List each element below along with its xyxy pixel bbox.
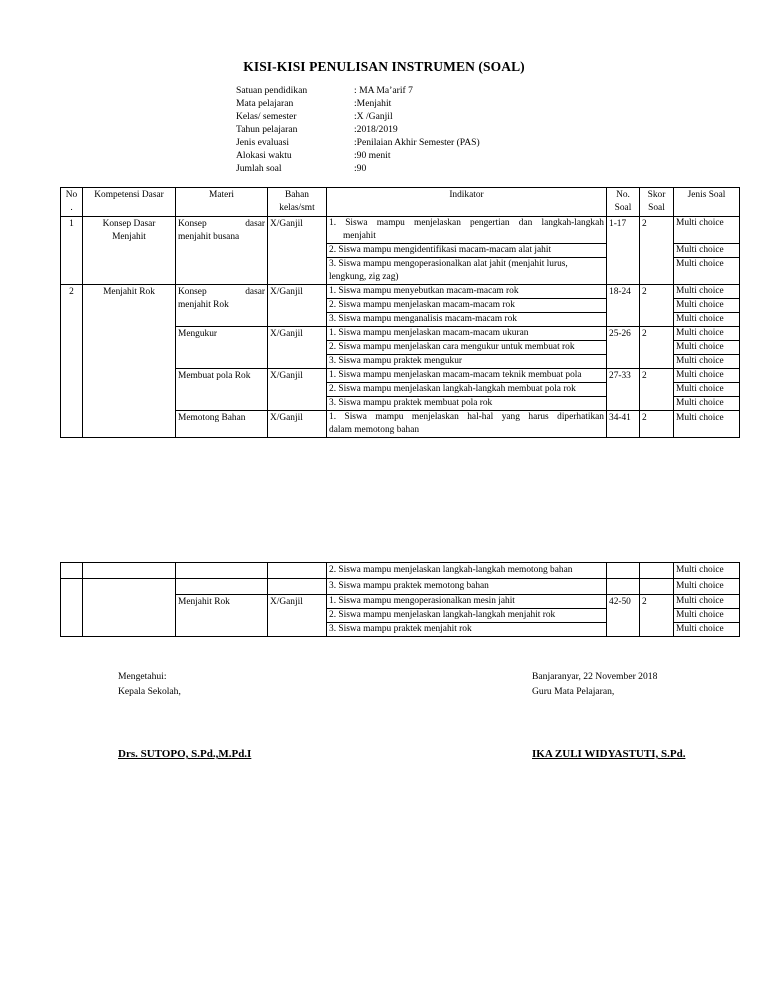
skor-cell: 2 xyxy=(640,327,674,369)
indikator-cell: 1. Siswa mampu menjelaskan macam-macam ukuran 2. Siswa mampu menjelaskan cara mengukur untuk membuat rok 3. Siswa mampu praktek mengukur xyxy=(327,327,607,369)
bahan-cell: X/Ganjil xyxy=(268,217,327,285)
jenis-cell: Multi choice Multi choice Multi choice xyxy=(674,285,740,327)
jenis-cell: Multi choice xyxy=(674,579,740,595)
info-row: Jumlah soal :90 xyxy=(236,163,367,174)
nosoal-cell: 18-24 xyxy=(607,285,640,327)
info-row: Mata pelajaran :Menjahit xyxy=(236,98,392,109)
teacher-name: IKA ZULI WIDYASTUTI, S.Pd. xyxy=(532,748,686,760)
table-row xyxy=(61,285,740,327)
skor-cell: 2 xyxy=(640,217,674,285)
signature-left: Mengetahui: Kepala Sekolah, xyxy=(118,671,181,697)
skor-cell: 2 xyxy=(640,595,674,637)
table-row xyxy=(61,217,740,285)
header-materi: Materi xyxy=(176,188,268,217)
header-kompetensi: Kompetensi Dasar xyxy=(83,188,176,217)
principal-name: Drs. SUTOPO, S.Pd.,M.Pd.I xyxy=(118,748,252,760)
header-jenis: Jenis Soal xyxy=(674,188,740,217)
table-header-row xyxy=(61,188,740,217)
nosoal-cell: 34-41 xyxy=(607,411,640,438)
materi-cell: Konsep dasar menjahit Rok xyxy=(176,285,268,327)
kisi-kisi-table xyxy=(60,187,740,438)
kompetensi-cell: Menjahit Rok xyxy=(83,285,176,438)
indikator-cell: 1. Siswa mampu menjelaskan macam-macam teknik membuat pola 2. Siswa mampu menjelaskan langkah-langkah membuat pola rok 3. Siswa mampu praktek membuat pola rok xyxy=(327,369,607,411)
materi-cell: Menjahit Rok xyxy=(176,595,268,637)
indikator-cell: 1. Siswa mampu menjelaskan hal-hal yang harus diperhatikan dalam memotong bahan xyxy=(327,411,607,438)
info-row: Kelas/ semester :X /Ganjil xyxy=(236,111,393,122)
row-no: 2 xyxy=(61,285,83,438)
header-nosoal: No. Soal xyxy=(607,188,640,217)
indikator-cell: 3. Siswa mampu praktek memotong bahan xyxy=(327,579,607,595)
jenis-cell: Multi choice Multi choice Multi choice xyxy=(674,595,740,637)
materi-cell: Memotong Bahan xyxy=(176,411,268,438)
skor-cell: 2 xyxy=(640,285,674,327)
nosoal-cell: 1-17 xyxy=(607,217,640,285)
jenis-cell: Multi choice Multi choice Multi choice xyxy=(674,217,740,285)
materi-cell: Membuat pola Rok xyxy=(176,369,268,411)
header-indikator: Indikator xyxy=(327,188,607,217)
signature-right: Banjaranyar, 22 November 2018 Guru Mata Pelajaran, xyxy=(532,671,658,697)
nosoal-cell: 42-50 xyxy=(607,595,640,637)
nosoal-cell: 25-26 xyxy=(607,327,640,369)
jenis-cell: Multi choice Multi choice Multi choice xyxy=(674,369,740,411)
table-row xyxy=(61,579,740,595)
info-row: Satuan pendidikan : MA Ma’arif 7 xyxy=(236,85,413,96)
bahan-cell: X/Ganjil xyxy=(268,595,327,637)
header-no: No . xyxy=(61,188,83,217)
materi-cell: Mengukur xyxy=(176,327,268,369)
bahan-cell: X/Ganjil xyxy=(268,369,327,411)
row-no: 1 xyxy=(61,217,83,285)
kompetensi-cell: Konsep Dasar Menjahit xyxy=(83,217,176,285)
identity-block xyxy=(236,84,480,175)
indikator-cell: 1. Siswa mampu mengoperasionalkan mesin jahit 2. Siswa mampu menjelaskan langkah-langkah menjahit rok 3. Siswa mampu praktek menjahit rok xyxy=(327,595,607,637)
materi-cell: Konsep dasar menjahit busana xyxy=(176,217,268,285)
info-row: Tahun pelajaran :2018/2019 xyxy=(236,124,398,135)
table-row xyxy=(61,563,740,579)
jenis-cell: Multi choice xyxy=(674,411,740,438)
indikator-cell: 1. Siswa mampu menjelaskan pengertian dan langkah-langkah menjahit 2. Siswa mampu mengidentifikasi macam-macam alat jahit 3. Siswa mampu mengoperasionalkan alat jahit (menjahit lurus, lengkung, zig zag) xyxy=(327,217,607,285)
info-row: Alokasi waktu :90 menit xyxy=(236,150,391,161)
nosoal-cell: 27-33 xyxy=(607,369,640,411)
indikator-cell: 1. Siswa mampu menyebutkan macam-macam rok 2. Siswa mampu menjelaskan macam-macam rok 3. Siswa mampu menganalisis macam-macam rok xyxy=(327,285,607,327)
jenis-cell: Multi choice xyxy=(674,563,740,579)
bahan-cell: X/Ganjil xyxy=(268,285,327,327)
header-bahan: Bahan kelas/smt xyxy=(268,188,327,217)
indikator-cell: 2. Siswa mampu menjelaskan langkah-langkah memotong bahan xyxy=(327,563,607,579)
kisi-kisi-table-continued xyxy=(60,562,740,637)
skor-cell: 2 xyxy=(640,369,674,411)
bahan-cell: X/Ganjil xyxy=(268,327,327,369)
skor-cell: 2 xyxy=(640,411,674,438)
page-title: KISI-KISI PENULISAN INSTRUMEN (SOAL) xyxy=(243,59,525,74)
bahan-cell: X/Ganjil xyxy=(268,411,327,438)
header-skor: Skor Soal xyxy=(640,188,674,217)
info-row: Jenis evaluasi :Penilaian Akhir Semester (PAS) xyxy=(236,137,480,148)
jenis-cell: Multi choice Multi choice Multi choice xyxy=(674,327,740,369)
